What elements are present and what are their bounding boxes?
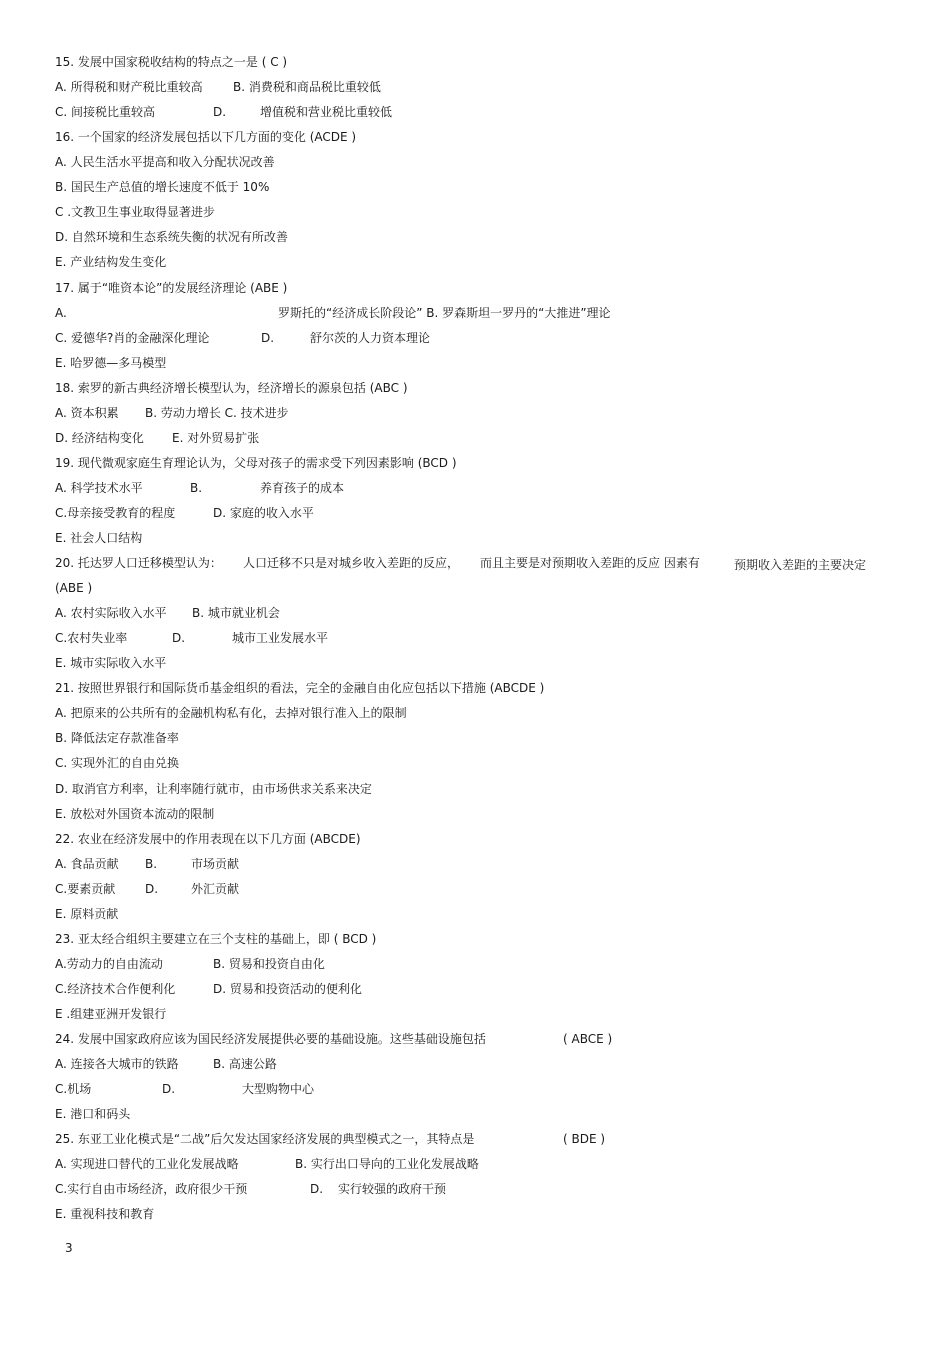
text-segment: D. 贸易和投资活动的便利化 — [213, 981, 362, 996]
text-segment: ( ABCE ) — [563, 1032, 613, 1046]
text-segment: D. — [162, 1082, 176, 1096]
text-segment: E. 原料贡献 — [55, 906, 119, 921]
text-segment: D. 自然环境和生态系统失衡的状况有所改善 — [55, 230, 288, 245]
text-segment: 24. 发展中国家政府应该为国民经济发展提供必要的基础设施。这些基础设施包括 — [55, 1032, 486, 1046]
text-segment: A. 科学技术水平 — [55, 480, 143, 495]
text-segment: 而且主要是对预期收入差距的反应 因素有 — [480, 556, 700, 570]
text-segment: 实行较强的政府干预 — [338, 1182, 447, 1197]
text-segment: E. 产业结构发生变化 — [55, 255, 167, 270]
text-segment: 20. 托达罗人口迁移模型认为： — [55, 556, 222, 570]
text-segment: 外汇贡献 — [191, 881, 240, 896]
text-segment: C.机场 — [55, 1082, 92, 1096]
text-segment: D. 家庭的收入水平 — [213, 505, 314, 520]
text-segment: A. 资本积累 — [55, 405, 119, 420]
text-segment: 人口迁移不只是对城乡收入差距的反应， — [243, 556, 460, 570]
text-segment: B. 消费税和商品税比重较低 — [233, 80, 381, 94]
text-segment: 罗斯托的“经济成长阶段论” B. 罗森斯坦一罗丹的“大推进”理论 — [278, 305, 611, 320]
text-segment: 15. 发展中国家税收结构的特点之一是 ( C ) — [55, 55, 288, 69]
text-segment: D. — [261, 330, 275, 345]
text-segment: A. 连接各大城市的铁路 — [55, 1057, 179, 1071]
text-segment: B. — [145, 856, 158, 871]
text-segment: C.母亲接受教育的程度 — [55, 505, 176, 520]
text-segment: C. 爱德华?肖的金融深化理论 — [55, 330, 210, 345]
text-segment: 养育孩子的成本 — [260, 480, 345, 495]
text-segment: 18. 索罗的新古典经济增长模型认为，经济增长的源泉包括 (ABC ) — [55, 380, 408, 395]
text-segment: A. 所得税和财产税比重较高 — [55, 80, 203, 94]
text-segment: A. 实现进口替代的工业化发展战略 — [55, 1157, 239, 1172]
text-segment: 舒尔茨的人力资本理论 — [310, 330, 431, 345]
text-segment: A. 人民生活水平提高和收入分配状况改善 — [55, 155, 275, 170]
text-segment: B. 城市就业机会 — [192, 606, 280, 621]
text-segment: 19. 现代微观家庭生育理论认为，父母对孩子的需求受下列因素影响 (BCD ) — [55, 455, 457, 470]
page-number: 3 — [65, 1241, 73, 1255]
text-segment: E. 港口和码头 — [55, 1107, 131, 1122]
text-segment: E. 重视科技和教育 — [55, 1207, 155, 1222]
text-segment: C.实行自由市场经济，政府很少干预 — [55, 1182, 248, 1197]
text-segment: E. 对外贸易扩张 — [172, 430, 260, 445]
text-segment: B. 降低法定存款准备率 — [55, 731, 179, 746]
text-segment: D. — [172, 631, 186, 646]
text-segment: D. — [145, 881, 159, 896]
text-segment: 23. 亚太经合组织主要建立在三个支柱的基础上，即 ( BCD ) — [55, 931, 377, 946]
text-segment: C.农村失业率 — [55, 631, 128, 646]
text-segment: 16. 一个国家的经济发展包括以下几方面的变化 (ACDE ) — [55, 130, 357, 145]
text-segment: 17. 属于“唯资本论”的发展经济理论 (ABE ) — [55, 280, 288, 295]
text-segment: E. 城市实际收入水平 — [55, 656, 167, 671]
text-segment: A. 把原来的公共所有的金融机构私有化，去掉对银行准入上的限制 — [55, 706, 407, 721]
text-segment: B. — [190, 480, 203, 495]
text-segment: B. 贸易和投资自由化 — [213, 956, 325, 971]
text-segment: B. 国民生产总值的增长速度不低于 10% — [55, 180, 270, 195]
text-segment: E. 放松对外国资本流动的限制 — [55, 806, 215, 821]
text-segment: E .组建亚洲开发银行 — [55, 1006, 167, 1021]
text-segment: 增值税和营业税比重较低 — [260, 105, 393, 120]
text-segment: (ABE ) — [55, 581, 93, 596]
text-segment: C .文教卫生事业取得显著进步 — [55, 205, 216, 220]
text-segment: B. 劳动力增长 C. 技术进步 — [145, 405, 289, 420]
text-segment: 25. 东亚工业化模式是“二战”后欠发达国家经济发展的典型模式之一，其特点是 — [55, 1132, 475, 1147]
text-segment: 21. 按照世界银行和国际货币基金组织的看法，完全的金融自由化应包括以下措施 (ABCDE ) — [55, 681, 545, 696]
text-segment: E. 社会人口结构 — [55, 531, 143, 545]
text-segment: C. 实现外汇的自由兑换 — [55, 756, 180, 771]
text-segment: D. — [310, 1182, 324, 1197]
text-segment: E. 哈罗德—多马模型 — [55, 355, 167, 370]
text-segment: B. 实行出口导向的工业化发展战略 — [295, 1157, 479, 1172]
text-segment: C.要素贡献 — [55, 881, 116, 896]
text-segment: A. — [55, 305, 67, 320]
text-segment: 市场贡献 — [191, 856, 240, 871]
text-segment: D. 经济结构变化 — [55, 430, 144, 445]
text-segment: ( BDE ) — [563, 1132, 606, 1147]
text-segment: 城市工业发展水平 — [232, 631, 329, 646]
text-segment: 预期收入差距的主要决定 — [734, 558, 867, 572]
text-segment: A. 农村实际收入水平 — [55, 606, 167, 621]
text-segment: C. 间接税比重较高 — [55, 105, 156, 120]
text-segment: 22. 农业在经济发展中的作用表现在以下几方面 (ABCDE) — [55, 831, 361, 846]
text-segment: A. 食品贡献 — [55, 856, 119, 871]
text-segment: 大型购物中心 — [242, 1082, 315, 1096]
text-segment: D. — [213, 105, 227, 120]
text-segment: B. 高速公路 — [213, 1057, 277, 1071]
text-segment: D. 取消官方利率，让利率随行就市，由市场供求关系来决定 — [55, 781, 372, 796]
text-segment: C.经济技术合作便利化 — [55, 981, 176, 996]
text-segment: A.劳动力的自由流动 — [55, 956, 163, 971]
